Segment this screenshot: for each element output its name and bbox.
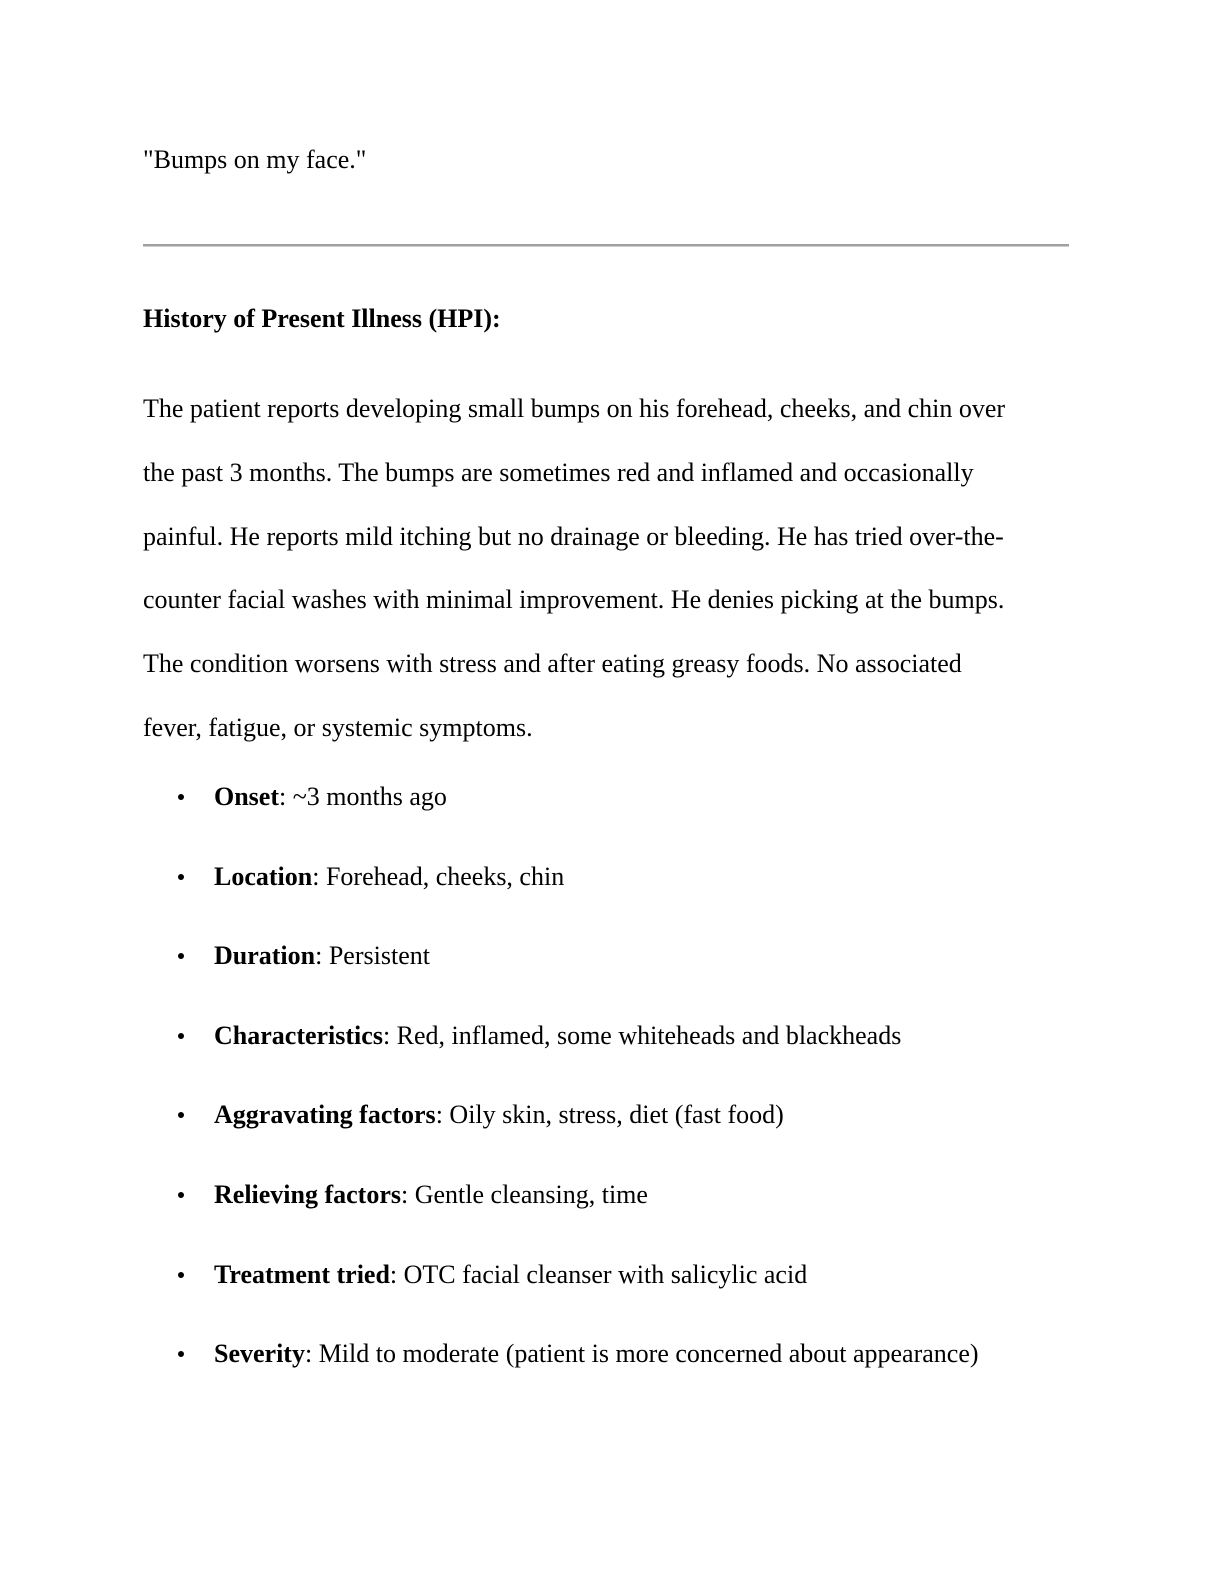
bullet-icon bbox=[178, 953, 184, 959]
list-item-aggravating-factors bbox=[143, 1098, 979, 1178]
item-term: Onset bbox=[214, 782, 279, 811]
item-term: Duration bbox=[214, 941, 316, 971]
list-item-duration bbox=[143, 939, 979, 1019]
hpi-heading: History of Present Illness (HPI): bbox=[143, 304, 501, 333]
hpi-paragraph bbox=[143, 377, 1073, 760]
item-value: : ~3 months ago bbox=[279, 782, 447, 811]
bullet-icon bbox=[178, 1351, 184, 1357]
paragraph-line: The condition worsens with stress and after eating greasy foods. No associated bbox=[143, 649, 962, 679]
list-item-characteristics bbox=[143, 1019, 979, 1099]
item-value: : Persistent bbox=[315, 941, 430, 971]
item-term: Severity bbox=[214, 1339, 305, 1369]
paragraph-line: The patient reports developing small bumps on his forehead, cheeks, and chin over bbox=[143, 394, 1006, 423]
paragraph-line: painful. He reports mild itching but no drainage or bleeding. He has tried over-the- bbox=[143, 521, 1004, 551]
bullet-icon bbox=[178, 1112, 184, 1118]
item-term: Aggravating factors bbox=[214, 1100, 436, 1130]
bullet-icon bbox=[178, 1033, 184, 1039]
item-term: Location bbox=[214, 861, 313, 891]
item-value: : Oily skin, stress, diet (fast food) bbox=[435, 1100, 784, 1130]
item-term: Relieving factors bbox=[214, 1179, 402, 1209]
list-item-onset bbox=[143, 780, 979, 860]
list-item-relieving-factors bbox=[143, 1178, 979, 1258]
paragraph-line: the past 3 months. The bumps are sometimes red and inflamed and occasionally bbox=[143, 457, 974, 487]
chief-complaint-quote: "Bumps on my face." bbox=[143, 145, 367, 174]
item-value: : Gentle cleansing, time bbox=[401, 1179, 648, 1209]
item-term: Characteristics bbox=[214, 1020, 383, 1050]
bullet-icon bbox=[178, 874, 184, 880]
item-value: : Mild to moderate (patient is more concerned about appearance) bbox=[304, 1339, 979, 1369]
list-item-severity bbox=[143, 1337, 979, 1417]
list-item-location bbox=[143, 860, 979, 940]
hpi-details-list bbox=[143, 780, 979, 1417]
paragraph-line: fever, fatigue, or systemic symptoms. bbox=[143, 712, 533, 742]
item-value: : Forehead, cheeks, chin bbox=[312, 861, 565, 891]
item-value: : Red, inflamed, some whiteheads and blackheads bbox=[382, 1020, 902, 1050]
list-item-treatment-tried bbox=[143, 1258, 979, 1338]
bullet-icon bbox=[178, 1192, 184, 1198]
paragraph-line: counter facial washes with minimal improvement. He denies picking at the bumps. bbox=[143, 585, 1005, 615]
item-value: : OTC facial cleanser with salicylic acid bbox=[389, 1259, 808, 1289]
item-term: Treatment tried bbox=[214, 1259, 390, 1289]
horizontal-divider bbox=[143, 244, 1069, 247]
bullet-icon bbox=[178, 1272, 184, 1278]
bullet-icon bbox=[178, 794, 184, 800]
